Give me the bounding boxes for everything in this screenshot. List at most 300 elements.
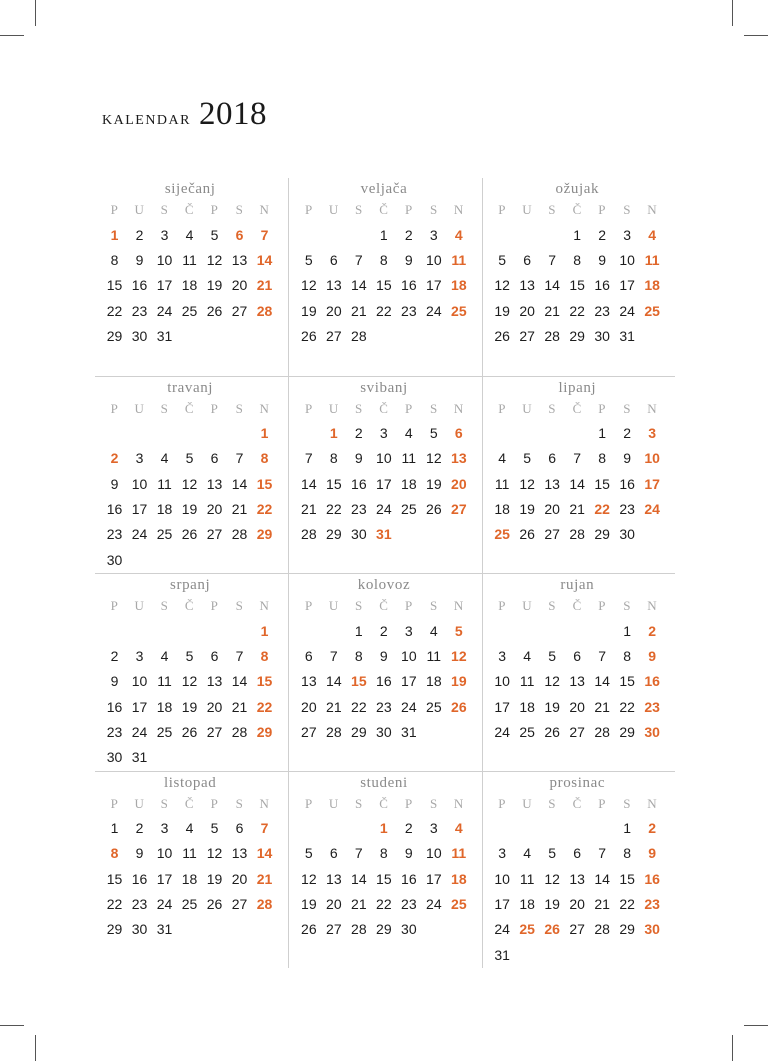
month-rujan: [482, 573, 675, 771]
day-cell: 29: [256, 526, 273, 543]
day-cell: 12: [426, 450, 442, 467]
weekday-header: [102, 594, 278, 618]
day-cell: 28: [594, 921, 610, 938]
day-cell: 14: [544, 277, 560, 294]
month-name: kolovoz: [357, 577, 411, 593]
weekday-label: S: [548, 795, 557, 811]
day-cell: 24: [494, 723, 510, 740]
day-cell: 17: [494, 698, 510, 715]
day-cell: 12: [206, 845, 223, 862]
weekday-label: S: [429, 598, 438, 613]
crop-mark: [35, 0, 36, 26]
week-row: [490, 446, 665, 471]
day-cell: 2: [648, 820, 657, 837]
week-row: [490, 891, 665, 916]
day-cell: 10: [131, 673, 148, 690]
day-cell: 6: [548, 450, 557, 467]
weekday-label: S: [429, 400, 438, 416]
month-travanj: [95, 376, 288, 574]
week-row: [490, 694, 665, 719]
day-cell: 22: [619, 896, 635, 913]
week-row: [102, 891, 278, 916]
week-row: [296, 273, 471, 298]
day-cell: 5: [548, 647, 557, 664]
day-cell: 24: [619, 302, 635, 319]
day-cell: 8: [379, 251, 388, 268]
day-cell: 12: [519, 475, 535, 492]
day-cell: 9: [404, 845, 413, 862]
day-cell: 31: [494, 946, 510, 963]
week-row: [102, 273, 278, 298]
day-cell: 15: [106, 277, 123, 294]
day-cell: 10: [494, 673, 510, 690]
week-row: [296, 496, 471, 521]
day-cell: 27: [206, 723, 223, 740]
day-cell: 18: [156, 698, 173, 715]
day-cell: 23: [401, 302, 417, 319]
day-cell: 9: [648, 845, 657, 862]
day-cell: 23: [644, 698, 660, 715]
weekday-label: P: [498, 202, 507, 217]
weekday-label: Č: [379, 598, 389, 613]
day-cell: 11: [451, 251, 467, 268]
week-row: [490, 421, 665, 446]
day-cell: 19: [451, 673, 467, 690]
week-row: [296, 719, 471, 744]
day-cell: 5: [210, 820, 219, 837]
day-cell: 1: [623, 622, 632, 639]
weekday-label: S: [429, 795, 438, 811]
day-cell: 23: [401, 896, 417, 913]
week-row: [490, 866, 665, 891]
day-cell: 16: [131, 277, 148, 294]
day-cell: 3: [648, 425, 657, 442]
day-cell: 17: [156, 277, 173, 294]
title-word: kalendar: [102, 107, 191, 129]
day-cell: 3: [135, 647, 144, 664]
day-cell: 4: [454, 226, 463, 243]
week-row: [102, 547, 278, 572]
day-cell: 24: [376, 501, 392, 518]
day-cell: 7: [573, 450, 582, 467]
day-cell: 18: [451, 870, 467, 887]
day-cell: 1: [110, 226, 119, 243]
weekday-label: U: [328, 598, 339, 613]
day-cell: 19: [519, 501, 535, 518]
day-cell: 16: [594, 277, 610, 294]
weekday-label: N: [259, 795, 270, 811]
day-cell: 4: [185, 820, 194, 837]
weekday-label: P: [110, 202, 119, 217]
day-cell: 19: [544, 896, 560, 913]
weekday-label: P: [304, 598, 313, 613]
week-row: [102, 496, 278, 521]
day-cell: 15: [619, 673, 635, 690]
weekday-label: P: [304, 795, 313, 811]
day-cell: 30: [376, 723, 392, 740]
day-cell: 14: [231, 475, 248, 492]
day-cell: 31: [619, 327, 635, 344]
day-cell: 12: [301, 870, 317, 887]
day-cell: 20: [569, 698, 585, 715]
weekday-label: Č: [184, 795, 195, 811]
day-cell: 16: [351, 475, 367, 492]
day-cell: 10: [156, 845, 173, 862]
day-cell: 22: [619, 698, 635, 715]
day-cell: 20: [544, 501, 560, 518]
day-cell: 11: [157, 673, 172, 690]
week-row: [296, 421, 471, 446]
day-cell: 24: [401, 698, 417, 715]
weekday-label: P: [210, 400, 219, 416]
day-cell: 1: [329, 425, 338, 442]
weekday-label: P: [210, 202, 219, 217]
day-cell: 13: [519, 277, 535, 294]
day-cell: 28: [351, 327, 367, 344]
weekday-label: P: [598, 795, 607, 811]
day-cell: 29: [326, 526, 342, 543]
day-cell: 9: [379, 647, 388, 664]
week-row: [296, 247, 471, 272]
weekday-label: Č: [379, 202, 389, 217]
crop-mark: [35, 1035, 36, 1061]
day-cell: 8: [379, 845, 388, 862]
day-cell: 29: [619, 723, 635, 740]
crop-mark: [732, 0, 733, 26]
weekday-label: S: [235, 598, 244, 613]
day-cell: 23: [106, 723, 123, 740]
day-cell: 19: [426, 475, 442, 492]
day-cell: 10: [376, 450, 392, 467]
day-cell: 4: [160, 647, 169, 664]
day-cell: 26: [181, 526, 198, 543]
day-cell: 26: [544, 723, 560, 740]
day-cell: 4: [498, 450, 507, 467]
day-cell: 11: [494, 475, 510, 492]
weekday-header: [490, 594, 665, 618]
week-row: [102, 744, 278, 769]
day-cell: 28: [351, 921, 367, 938]
weekday-label: S: [354, 202, 363, 217]
month-veljača: [288, 178, 481, 376]
month-lipanj: [482, 376, 675, 574]
day-cell: 4: [523, 845, 532, 862]
week-row: [102, 917, 278, 942]
day-cell: 10: [644, 450, 660, 467]
day-cell: 23: [351, 501, 367, 518]
day-cell: 17: [156, 870, 173, 887]
day-cell: 8: [260, 450, 269, 467]
day-cell: 27: [519, 327, 535, 344]
day-cell: 21: [569, 501, 585, 518]
crop-mark: [744, 1025, 768, 1026]
day-cell: 24: [426, 896, 442, 913]
crop-mark: [744, 35, 768, 36]
day-cell: 27: [231, 302, 248, 319]
day-cell: 7: [329, 647, 338, 664]
day-cell: 15: [594, 475, 610, 492]
day-cell: 22: [326, 501, 342, 518]
day-cell: 11: [519, 870, 535, 887]
weekday-label: P: [598, 202, 607, 217]
day-cell: 6: [573, 647, 582, 664]
week-row: [102, 669, 278, 694]
day-cell: 31: [401, 723, 417, 740]
day-cell: 9: [135, 845, 144, 862]
day-cell: 29: [619, 921, 635, 938]
day-cell: 27: [206, 526, 223, 543]
day-cell: 1: [260, 622, 269, 639]
week-row: [102, 618, 278, 643]
day-cell: 12: [544, 673, 560, 690]
day-cell: 28: [231, 723, 248, 740]
day-cell: 1: [379, 820, 388, 837]
day-cell: 20: [206, 698, 223, 715]
day-cell: 12: [301, 277, 317, 294]
day-cell: 7: [235, 450, 244, 467]
day-cell: 18: [494, 501, 510, 518]
day-cell: 25: [451, 896, 467, 913]
week-row: [490, 618, 665, 643]
day-cell: 31: [156, 327, 173, 344]
day-cell: 10: [619, 251, 635, 268]
day-cell: 9: [135, 251, 144, 268]
week-row: [296, 471, 471, 496]
day-cell: 21: [351, 302, 367, 319]
day-cell: 21: [256, 870, 273, 887]
day-cell: 22: [376, 302, 392, 319]
weekday-header: [296, 198, 471, 222]
day-cell: 23: [644, 896, 660, 913]
day-cell: 16: [644, 673, 660, 690]
day-cell: 22: [106, 302, 123, 319]
day-cell: 18: [451, 277, 467, 294]
weekday-label: S: [235, 795, 244, 811]
day-cell: 12: [544, 870, 560, 887]
day-cell: 4: [648, 226, 657, 243]
month-svibanj: [288, 376, 481, 574]
day-cell: 27: [569, 921, 585, 938]
week-row: [490, 298, 665, 323]
weekday-label: S: [623, 400, 632, 416]
day-cell: 3: [135, 450, 144, 467]
day-cell: 8: [623, 845, 632, 862]
day-cell: 27: [326, 327, 342, 344]
day-cell: 6: [210, 450, 219, 467]
day-cell: 17: [426, 277, 442, 294]
day-cell: 11: [451, 845, 467, 862]
week-row: [490, 719, 665, 744]
day-cell: 24: [426, 302, 442, 319]
week-row: [296, 522, 471, 547]
day-cell: 21: [231, 698, 248, 715]
day-cell: 18: [519, 896, 535, 913]
day-cell: 28: [256, 302, 273, 319]
day-cell: 7: [354, 845, 363, 862]
day-cell: 28: [301, 526, 317, 543]
day-cell: 27: [301, 723, 317, 740]
day-cell: 5: [185, 450, 194, 467]
day-cell: 30: [131, 327, 148, 344]
day-cell: 28: [569, 526, 585, 543]
day-cell: 22: [106, 896, 123, 913]
week-row: [490, 247, 665, 272]
day-cell: 3: [404, 622, 413, 639]
day-cell: 17: [494, 896, 510, 913]
weekday-label: U: [328, 400, 339, 416]
day-cell: 22: [376, 896, 392, 913]
month-name: siječanj: [164, 181, 216, 197]
weekday-label: P: [404, 598, 413, 613]
day-cell: 26: [181, 723, 198, 740]
week-row: [490, 643, 665, 668]
weekday-label: P: [404, 202, 413, 217]
day-cell: 8: [260, 647, 269, 664]
day-cell: 4: [429, 622, 438, 639]
day-cell: 5: [548, 845, 557, 862]
week-row: [490, 323, 665, 348]
week-row: [296, 298, 471, 323]
month-name: travanj: [167, 379, 214, 396]
day-cell: 23: [619, 501, 635, 518]
weekday-label: P: [110, 400, 119, 416]
day-cell: 11: [401, 450, 417, 467]
week-row: [296, 917, 471, 942]
weekday-label: Č: [184, 202, 195, 217]
day-cell: 26: [451, 698, 467, 715]
day-cell: 31: [131, 749, 148, 766]
day-cell: 10: [131, 475, 148, 492]
weekday-label: U: [522, 400, 533, 416]
day-cell: 25: [426, 698, 442, 715]
month-kolovoz: [288, 573, 481, 771]
day-cell: 3: [429, 226, 438, 243]
weekday-label: N: [453, 598, 464, 613]
weekday-label: Č: [572, 795, 582, 811]
weekday-label: Č: [184, 598, 195, 613]
day-cell: 2: [404, 226, 413, 243]
weekday-header: [490, 792, 665, 816]
day-cell: 9: [623, 450, 632, 467]
day-cell: 2: [379, 622, 388, 639]
day-cell: 18: [156, 501, 173, 518]
day-cell: 18: [181, 870, 198, 887]
day-cell: 26: [544, 921, 560, 938]
week-row: [296, 816, 471, 841]
week-row: [102, 522, 278, 547]
day-cell: 5: [304, 251, 313, 268]
day-cell: 11: [644, 251, 660, 268]
weekday-header: [490, 397, 665, 421]
day-cell: 10: [401, 647, 417, 664]
day-cell: 30: [131, 921, 148, 938]
weekday-label: U: [134, 795, 145, 811]
weekday-label: P: [404, 795, 413, 811]
week-row: [490, 471, 665, 496]
day-cell: 12: [181, 475, 198, 492]
day-cell: 8: [110, 845, 119, 862]
day-cell: 11: [182, 251, 197, 268]
weekday-label: S: [548, 400, 557, 416]
weekday-label: U: [522, 795, 533, 811]
weekday-label: S: [160, 202, 169, 217]
day-cell: 29: [376, 921, 392, 938]
weekday-label: Č: [572, 202, 582, 217]
day-cell: 5: [429, 425, 438, 442]
day-cell: 7: [598, 647, 607, 664]
day-cell: 7: [548, 251, 557, 268]
day-cell: 19: [206, 277, 223, 294]
crop-mark: [0, 35, 24, 36]
day-cell: 2: [623, 425, 632, 442]
day-cell: 18: [644, 277, 660, 294]
week-row: [296, 866, 471, 891]
day-cell: 12: [494, 277, 510, 294]
day-cell: 17: [401, 673, 417, 690]
day-cell: 2: [648, 622, 657, 639]
day-cell: 20: [569, 896, 585, 913]
day-cell: 10: [426, 251, 442, 268]
day-cell: 19: [181, 698, 198, 715]
day-cell: 15: [569, 277, 585, 294]
day-cell: 1: [573, 226, 582, 243]
week-row: [102, 298, 278, 323]
week-row: [490, 669, 665, 694]
crop-mark: [0, 1025, 24, 1026]
day-cell: 15: [256, 475, 273, 492]
day-cell: 1: [110, 820, 119, 837]
week-row: [490, 917, 665, 942]
weekday-header: [296, 594, 471, 618]
day-cell: 28: [326, 723, 342, 740]
day-cell: 2: [354, 425, 363, 442]
day-cell: 27: [569, 723, 585, 740]
day-cell: 14: [256, 251, 273, 268]
day-cell: 7: [354, 251, 363, 268]
weekday-label: S: [354, 598, 363, 613]
day-cell: 7: [260, 820, 269, 837]
day-cell: 2: [110, 450, 119, 467]
weekday-label: P: [598, 400, 607, 416]
day-cell: 14: [594, 673, 610, 690]
day-cell: 26: [206, 896, 223, 913]
month-srpanj: [95, 573, 288, 771]
day-cell: 31: [156, 921, 173, 938]
month-name: rujan: [560, 577, 595, 593]
day-cell: 19: [301, 896, 317, 913]
weekday-label: S: [160, 795, 169, 811]
weekday-label: P: [110, 795, 119, 811]
day-cell: 6: [329, 845, 338, 862]
day-cell: 16: [619, 475, 635, 492]
day-cell: 6: [304, 647, 313, 664]
week-row: [296, 446, 471, 471]
weekday-label: P: [498, 598, 507, 613]
day-cell: 22: [351, 698, 367, 715]
week-row: [102, 222, 278, 247]
day-cell: 14: [351, 277, 367, 294]
day-cell: 9: [598, 251, 607, 268]
week-row: [102, 471, 278, 496]
day-cell: 4: [454, 820, 463, 837]
day-cell: 29: [256, 723, 273, 740]
day-cell: 21: [301, 501, 317, 518]
day-cell: 8: [623, 647, 632, 664]
week-row: [102, 841, 278, 866]
day-cell: 29: [594, 526, 610, 543]
weekday-label: U: [134, 598, 145, 613]
weekday-label: P: [210, 598, 219, 613]
